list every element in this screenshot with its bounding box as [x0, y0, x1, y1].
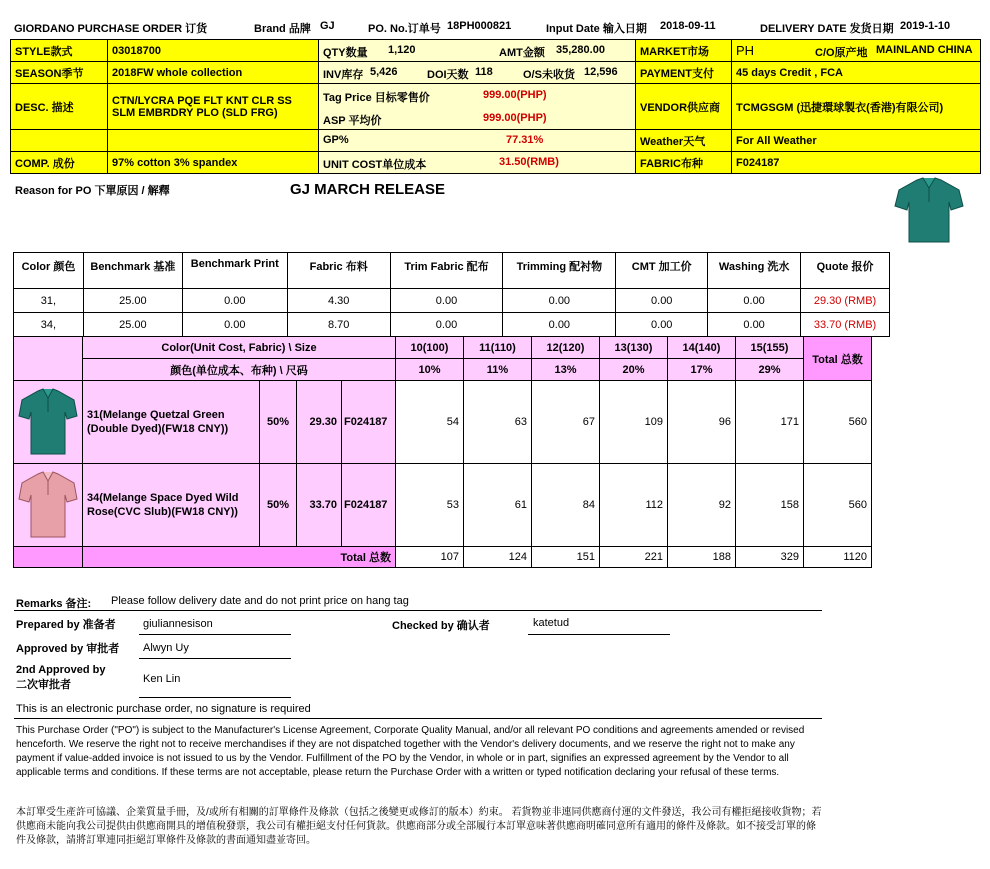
color-cost: 29.30: [297, 381, 342, 464]
vendor-label: VENDOR供应商: [635, 83, 732, 130]
desc-value: [107, 83, 319, 130]
qty-cell: 63: [464, 381, 532, 464]
approved-by-value: Alwyn Uy: [143, 642, 189, 654]
color-name: 31(Melange Quetzal Green (Double Dyed)(FW18 CNY)): [83, 381, 260, 464]
po-number-label: PO. No.订单号: [368, 23, 441, 35]
asp-value: 999.00(PHP): [483, 112, 547, 124]
cost-cell: 31,: [14, 289, 84, 313]
color-swatch-cell: [14, 464, 83, 547]
prepared-by-value: giuliannesison: [143, 618, 213, 630]
size-header-cn: 颜色(单位成本、布种) \ 尺码: [83, 359, 396, 381]
row-total: 560: [804, 464, 872, 547]
desc-line-1: CTN/LYCRA PQE FLT KNT CLR SS: [112, 94, 292, 107]
origin-label: C/O原产地: [815, 47, 868, 59]
color-pct: 50%: [260, 464, 297, 547]
cost-header-washing: Washing 洗水: [708, 253, 801, 289]
signature-line: [139, 634, 291, 635]
payment-value: 45 days Credit , FCA: [731, 61, 981, 84]
green-polo-shirt-icon: [893, 176, 965, 246]
cost-cell: 0.00: [616, 313, 708, 337]
qty-cell: 84: [532, 464, 600, 547]
cost-cell: 0.00: [390, 289, 503, 313]
total-cell: 124: [464, 547, 532, 568]
cost-header-cmt: CMT 加工价: [616, 253, 708, 289]
cost-cell: 0.00: [182, 313, 287, 337]
table-row: [14, 313, 890, 337]
po-number-value: 18PH000821: [447, 20, 512, 32]
cost-cell: 0.00: [708, 313, 801, 337]
row-total: 560: [804, 381, 872, 464]
blank-value-cell: [107, 129, 319, 152]
second-approved-label-1: 2nd Approved by: [16, 664, 106, 676]
color-pct: 50%: [260, 381, 297, 464]
total-cell: 107: [396, 547, 464, 568]
size-header-en: Color(Unit Cost, Fabric) \ Size: [83, 337, 396, 359]
color-fabric: F024187: [342, 381, 396, 464]
qty-cell: 54: [396, 381, 464, 464]
cost-cell: 25.00: [83, 289, 182, 313]
size-ratio-row: [14, 359, 872, 381]
tag-price-label: Tag Price 目标零售价: [323, 92, 430, 104]
cost-header-quote: Quote 报价: [801, 253, 890, 289]
qty-label: QTY数量: [323, 47, 368, 59]
green-polo-shirt-icon: [18, 388, 78, 456]
po-title: GIORDANO PURCHASE ORDER 订货: [14, 23, 208, 35]
cost-header-color: Color 颜色: [14, 253, 84, 289]
inv-label: INV库存: [323, 69, 364, 81]
cost-header-benchmark: Benchmark 基准: [83, 253, 182, 289]
desc-label: DESC. 描述: [10, 83, 108, 130]
unit-cost-value: 31.50(RMB): [499, 156, 559, 168]
blank-label-cell: [10, 129, 108, 152]
size-ratio: 29%: [736, 359, 804, 381]
os-label: O/S未收货: [523, 69, 575, 81]
cost-table: [13, 252, 890, 337]
size-ratio: 10%: [396, 359, 464, 381]
delivery-date-value: 2019-1-10: [900, 20, 951, 32]
size-header-row: [14, 337, 872, 359]
divider: [14, 610, 822, 611]
checked-by-value: katetud: [533, 617, 570, 629]
size-header-total: Total 总数: [804, 337, 872, 381]
size-ratio: 20%: [600, 359, 668, 381]
pink-polo-shirt-icon: [18, 471, 78, 539]
input-date-value: 2018-09-11: [660, 20, 716, 32]
color-swatch-cell: [14, 381, 83, 464]
market-label: MARKET市场: [635, 39, 732, 62]
delivery-date-label: DELIVERY DATE 发货日期: [760, 23, 894, 35]
total-cell: 221: [600, 547, 668, 568]
size-ratio: 17%: [668, 359, 736, 381]
size-label: 13(130): [600, 337, 668, 359]
qty-cell: 96: [668, 381, 736, 464]
cost-cell: 0.00: [616, 289, 708, 313]
weather-label: Weather天气: [635, 129, 732, 152]
cost-cell: 0.00: [182, 289, 287, 313]
season-value: 2018FW whole collection: [107, 61, 319, 84]
cost-quote-cell: 29.30 (RMB): [801, 289, 890, 313]
inv-value: 5,426: [370, 66, 398, 78]
qty-cell: 109: [600, 381, 668, 464]
remarks-value: Please follow delivery date and do not print price on hang tag: [111, 595, 409, 607]
doi-value: 118: [475, 66, 493, 78]
signature-line: [139, 697, 291, 698]
second-approved-label-2: 二次审批者: [16, 679, 71, 691]
qty-cell: 92: [668, 464, 736, 547]
size-table: [13, 336, 872, 568]
checked-by-label: Checked by 确认者: [392, 620, 490, 632]
cost-header-benchmark-print: Benchmark Print: [182, 253, 287, 289]
comp-label: COMP. 成份: [10, 151, 108, 174]
cost-header-fabric: Fabric 布料: [287, 253, 390, 289]
qty-cell: 158: [736, 464, 804, 547]
color-name: 34(Melange Space Dyed Wild Rose(CVC Slub)(FW18 CNY)): [83, 464, 260, 547]
table-row: [14, 381, 872, 464]
cost-cell: 8.70: [287, 313, 390, 337]
remarks-label: Remarks 备注:: [16, 598, 92, 610]
cost-cell: 0.00: [503, 313, 616, 337]
market-value: PH: [736, 43, 755, 58]
color-fabric: F024187: [342, 464, 396, 547]
tag-price-value: 999.00(PHP): [483, 89, 547, 101]
payment-label: PAYMENT支付: [635, 61, 732, 84]
total-cell: 151: [532, 547, 600, 568]
qty-cell: 67: [532, 381, 600, 464]
total-cell: 188: [668, 547, 736, 568]
doi-label: DOI天数: [427, 69, 469, 81]
amt-label: AMT金额: [499, 47, 545, 59]
table-row: [14, 289, 890, 313]
season-label: SEASON季节: [10, 61, 108, 84]
terms-english: This Purchase Order ("PO") is subject to the Manufacturer's License Agreement, Corporate Quality Manual, and/or all relevant PO conditions and agreements amended or revised henceforth. We reserve the right not to receive merchandises if they are not dispatched together with the Vendor's delivery documents, and we reserve the right not to make any payment if value-added invoice is not issued to us by the Vendor. Fulfillment of the PO by the Vendor, in whole or in part, signifies an expressed agreement by the Vendor to all applicable terms and conditions. If these terms are not acceptable, please return the Purchase Order with a written or typed notification declaring your refusal of these terms.: [16, 725, 805, 778]
qty-cell: 112: [600, 464, 668, 547]
os-value: 12,596: [584, 66, 618, 78]
table-row: [14, 464, 872, 547]
vendor-value: TCMGSGM (迅捷環球製衣(香港)有限公司): [731, 83, 981, 130]
approved-by-label: Approved by 审批者: [16, 643, 120, 655]
qty-cell: 53: [396, 464, 464, 547]
brand-label: Brand 品牌: [254, 23, 311, 35]
signature-line: [528, 634, 670, 635]
size-ratio: 13%: [532, 359, 600, 381]
color-cost: 33.70: [297, 464, 342, 547]
reason-label: Reason for PO 下單原因 / 解釋: [15, 185, 170, 197]
second-approved-value: Ken Lin: [143, 673, 181, 685]
cost-cell: 0.00: [503, 289, 616, 313]
size-label: 11(110): [464, 337, 532, 359]
cost-cell: 0.00: [390, 313, 503, 337]
gp-cell: [318, 129, 636, 152]
amt-value: 35,280.00: [556, 44, 605, 56]
style-value: 03018700: [107, 39, 319, 62]
fabric-label: FABRIC布种: [635, 151, 732, 174]
origin-value: MAINLAND CHINA: [876, 44, 973, 56]
qty-value: 1,120: [388, 44, 416, 56]
qty-cell: 171: [736, 381, 804, 464]
electronic-note: This is an electronic purchase order, no signature is required: [16, 703, 311, 715]
brand-value: GJ: [320, 20, 335, 32]
cost-header-trimming: Trimming 配衬物: [503, 253, 616, 289]
comp-value: 97% cotton 3% spandex: [107, 151, 319, 174]
total-blank: [14, 547, 83, 568]
divider: [14, 718, 822, 719]
desc-line-2: SLM EMBRDRY PLO (SLD FRG): [112, 106, 278, 119]
size-label: 15(155): [736, 337, 804, 359]
cost-cell: 4.30: [287, 289, 390, 313]
cost-quote-cell: 33.70 (RMB): [801, 313, 890, 337]
total-label: Total 总数: [83, 547, 396, 568]
weather-value: For All Weather: [731, 129, 981, 152]
size-total-row: [14, 547, 872, 568]
qty-cell: 61: [464, 464, 532, 547]
gp-value: 77.31%: [506, 134, 544, 146]
cost-header-row: [14, 253, 890, 289]
size-header-blank: [14, 337, 83, 381]
cost-cell: 25.00: [83, 313, 182, 337]
gp-label: GP%: [323, 134, 349, 146]
total-cell: 329: [736, 547, 804, 568]
asp-label: ASP 平均价: [323, 115, 382, 127]
reason-title: GJ MARCH RELEASE: [290, 181, 446, 198]
cost-cell: 34,: [14, 313, 84, 337]
fabric-value: F024187: [731, 151, 981, 174]
unit-cost-label: UNIT COST单位成本: [323, 159, 427, 171]
terms-chinese: 本訂單受生產許可協議、企業質量手冊，及/或所有相關的訂單條件及條款（包括之後變更或修訂的版本）約束。 若貨物並非連同供應商付運的文件發送，我公司有權拒絕接收貨物；若供應商未能向我公司提供由供應商開具的增值稅發票，我公司有權拒絕支付任何貨款。供應商部分或全部履行本訂單意味著供應商明確同意所有適用的條件及條款。如不接受訂單的條件及條款，請將訂單連同拒絕訂單條件及條款的書面通知盡並寄回。: [16, 807, 822, 846]
size-ratio: 11%: [464, 359, 532, 381]
style-label: STYLE款式: [10, 39, 108, 62]
prepared-by-label: Prepared by 准备者: [16, 619, 116, 631]
grand-total: 1120: [804, 547, 872, 568]
cost-cell: 0.00: [708, 289, 801, 313]
cost-header-trim-fabric: Trim Fabric 配布: [390, 253, 503, 289]
size-label: 10(100): [396, 337, 464, 359]
size-label: 12(120): [532, 337, 600, 359]
input-date-label: Input Date 输入日期: [546, 23, 647, 35]
signature-line: [139, 658, 291, 659]
size-label: 14(140): [668, 337, 736, 359]
